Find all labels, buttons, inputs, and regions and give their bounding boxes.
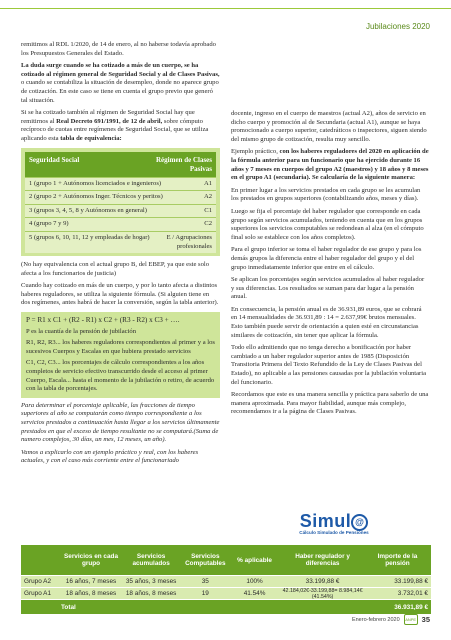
paragraph: Luego se fija el porcentaje del haber regulador que corresponde en cada grupo según servicios acumulados, teniendo en cuenta que en los grupos superiores los servicios computables se redondean al alza (en el cómputo final solo se establece con los años completos). [231,207,424,241]
table-row: Grupo A1 18 años, 8 meses 18 años, 8 meses 19 41.54% 42.184,02€-33.199,88= 8.984,14€ (41.54%) 3.732,01 € [21,587,431,599]
top-divider [0,8,451,9]
table-row: 2 (grupo 2 + Autónomos Inger. Técnicos y peritos) A2 [25,190,216,204]
issue-date: Enero-febrero 2020 [351,616,400,623]
paragraph: En consecuencia, la pensión anual es de 36.931,89 euros, que se cobrará en 14 mensualidades de 36.931,89 : 14 = 2.637,99€ brutos mensuales. Esto también puede servir de orientación a quien esté en circunstancias similares de cotización, sin tener que aplicar la fórmula. [231,305,422,339]
paragraph: Para el grupo inferior se toma el haber regulador de ese grupo y para los demás grupos la diferencia entre el haber regulador del grupo y el del grupo inmediatamente inferior que entre en el cálculo. [231,246,422,271]
pension-table [21,545,431,614]
page-footer [352,614,430,625]
left-column [21,41,220,470]
paragraph: Si se ha cotizado también al régimen de Seguridad Social hay que remitirnos al Real Decreto 691/1991, de 12 de abril, sobre cómputo recíproco de cuotas entre regímenes de Seguridad Social, que se utiliza aplicando esta tabla de equivalencia: [21,109,209,142]
table-row: Grupo A2 16 años, 7 meses 35 años, 3 meses 35 100% 33.199,88 € 33.199,88 € [21,575,431,587]
anpe-logo-icon: ANPE [404,614,418,625]
paragraph: Para determinar el porcentaje aplicable, las fracciones de tiempo superiores al año se computarán como tiempo correspondiente a los servicios prestados a continuación hasta llegar a los servicios últimamente prestados en que el exceso de tiempo resultante no se computará.(Suma de numero complejos, 30 días, un mes, 12 meses, un año). [21,401,220,444]
table-row: 4 (grupo 7 y 9) C2 [25,217,216,231]
paragraph: Ejemplo práctico, con los haberes reguladores del 2020 en aplicación de la fórmula anterior para un funcionario que ha ejercido durante 16 años y 7 meses en cuerpos del grupo A2 (maestros) y 18 años y 8 meses en el grupo A1 (secundaria). Se calcularía de la siguiente manera: [231,148,429,182]
formula-box [21,312,220,398]
table-header: Servicios en cada grupo Servicios acumulados Servicios Computables % aplicable Haber regulador y diferencias Importe de la pensión [21,545,431,575]
paragraph: docente, ingreso en el cuerpo de maestros (actual A2), años de servicio en dicho cuerpo y promoción al de Secundaria (actual A1), aunque se haya promocionado a cuerpo superior, catedráticos o inspectores, siguen siendo del mismo grupo de cotización, resulta muy sencillo. [231,110,427,143]
right-column [231,110,429,421]
logo-wordmark: Simul @ [294,511,374,532]
table-row: 3 (grupos 3, 4, 5, 8 y Autónomos en general) C1 [25,204,216,218]
paragraph: remitimos al RDL 1/2020, de 14 de enero, al no haberse todavía aprobado los Presupuestos Generales del Estado. [21,41,216,57]
paragraph: Se aplican los porcentajes según servicios acumulados al haber regulador y sus diferencias. Los resultados se suman para dar lugar a la pensión anual. [231,276,425,301]
table-row: 5 (grupos 6, 10, 11, 12 y empleadas de hogar) E / Agrupaciones profesionales [25,231,216,253]
paragraph: En primer lugar a los servicios prestados en cada grupo se les acumulan los prestados en grupos superiores (contabilizando años, meses y días). [231,186,421,203]
table-total-row: Total 36.931,89 € [21,599,431,614]
paragraph: Cuando hay cotizado en más de un cuerpo, y por lo tanto afecta a distintos haberes reguladores, se utiliza la siguiente fórmula. (Si alguien tiene en dos regímenes, antes habrá de hacer la conversión, según la tabla anterior). [21,282,219,307]
formula: P = R1 x C1 + (R2 - R1) x C2 + (R3 - R2) x C3 + …. [26,316,180,325]
paragraph: Vamos a explicarlo con un ejemplo práctico y real, con los haberes actuales, y con el caso más corriente entre el funcionariado [21,448,199,465]
equivalence-table [21,148,220,257]
simula-logo [294,511,374,535]
paragraph: Recordamos que este es una manera sencilla y práctica para saberlo de una manera aproximada. Para mayor fiabilidad, aunque más complejo, recomendamos ir a la página de Clases Pasivas. [231,391,429,416]
page-number: 35 [421,615,430,624]
formula-note: C1, C2, C3... los porcentajes de cálculo correspondientes a los años completos de servicio efectivo transcurrido desde el acceso al primer Cuerpo, Escala... hasta el momento de la jubilación o retiro, de acuerdo con la tabla de porcentajes. [26,359,215,393]
paragraph: La duda surge cuando se ha cotizado a más de un cuerpo, se ha cotizado al régimen general de Seguridad Social y al de Clases Pasivas, o cuando se contabiliza la situación de desempleo, donde no aparece grupo de cotización. En este caso se tiene en cuenta el grupo previo que generó tal situación. [21,62,220,104]
table-row: 1 (grupo 1 + Autónomos licenciados e ingenieros) A1 [25,177,216,191]
paragraph: Todo ello admitiendo que no tenga derecho a bonificación por haber cambiado a un haber regulador superior antes de 1985 (Disposición Transitoria Primera del Texto Refundido de la Ley de Clases Pasivas del Estado), no aplicable a las pensiones causadas por la jubilación voluntaria del funcionario. [231,344,427,386]
paragraph: (No hay equivalencia con el actual grupo B, del EBEP, ya que este solo afecta a los funcionarios de justicia) [21,261,210,277]
equivalence-table-header: Seguridad Social Régimen de Clases Pasivas [25,152,216,177]
formula-note: R1, R2, R3... los haberes reguladores correspondientes al primer y a los sucesivos Cuerpos y Escalas en que hubiera prestado servicios [26,339,215,355]
section-header: Jubilaciones 2020 [365,22,430,31]
logo-subtitle: Cálculo Simulado de Pensiones [299,530,369,535]
formula-note: P es la cuantía de la pensión de jubilación [26,327,136,335]
